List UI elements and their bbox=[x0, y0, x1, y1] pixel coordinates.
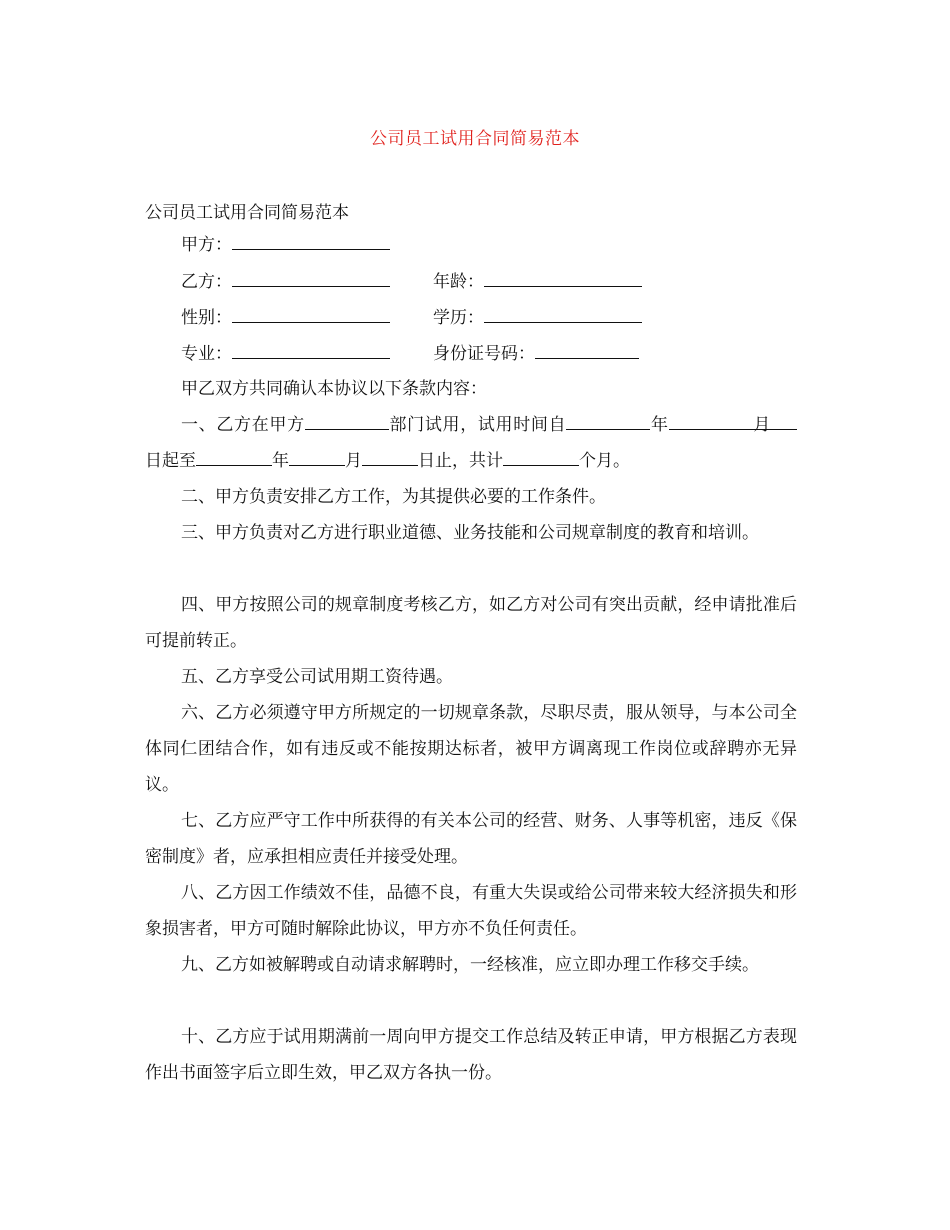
field-id-number-label: 身份证号码： bbox=[433, 344, 535, 364]
party-b-blank bbox=[232, 270, 390, 287]
field-major bbox=[181, 342, 390, 365]
end-month-blank bbox=[289, 449, 345, 466]
clause-10: 十、乙方应于试用期满前一周向甲方提交工作总结及转正申请，甲方根据乙方表现作出书面签字后立即生效，甲乙双方各执一份。 bbox=[145, 1027, 797, 1083]
field-education-label: 学历： bbox=[433, 308, 484, 328]
field-education bbox=[433, 306, 642, 329]
field-gender-label: 性别： bbox=[181, 308, 232, 328]
clause-1-part: 月 bbox=[345, 451, 362, 471]
field-party-a-label: 甲方： bbox=[181, 235, 232, 255]
clause-8: 八、乙方因工作绩效不佳，品德不良，有重大失误或给公司带来较大经济损失和形象损害者，甲方可随时解除此协议，甲方亦不负任何责任。 bbox=[145, 883, 797, 939]
start-day-blank bbox=[735, 413, 797, 430]
id-number-blank bbox=[535, 342, 639, 359]
clause-1-part: 年 bbox=[650, 415, 669, 435]
end-year-blank bbox=[196, 449, 272, 466]
agreement-intro: 甲乙双方共同确认本协议以下条款内容： bbox=[181, 379, 487, 399]
age-blank bbox=[484, 270, 642, 287]
clause-1-part: 日止，共计 bbox=[418, 451, 503, 471]
duration-blank bbox=[503, 449, 579, 466]
clause-5: 五、乙方享受公司试用期工资待遇。 bbox=[181, 667, 453, 687]
clause-7: 七、乙方应严守工作中所获得的有关本公司的经营、财务、人事等机密，违反《保密制度》者，应承担相应责任并接受处理。 bbox=[145, 811, 797, 867]
clause-1-part: 年 bbox=[272, 451, 289, 471]
department-blank bbox=[305, 413, 389, 430]
field-age-label: 年龄： bbox=[433, 272, 484, 292]
start-year-blank bbox=[566, 413, 650, 430]
education-blank bbox=[484, 306, 642, 323]
clause-3: 三、甲方负责对乙方进行职业道德、业务技能和公司规章制度的教育和培训。 bbox=[181, 523, 759, 543]
document-subtitle: 公司员工试用合同简易范本 bbox=[145, 203, 349, 223]
field-id-number bbox=[433, 342, 639, 365]
clause-6: 六、乙方必须遵守甲方所规定的一切规章条款，尽职尽责，服从领导，与本公司全体同仁团结合作，如有违反或不能按期达标者，被甲方调离现工作岗位或辞聘亦无异议。 bbox=[145, 703, 797, 795]
clause-1-part: 部门试用，试用时间自 bbox=[388, 415, 567, 435]
clause-4: 四、甲方按照公司的规章制度考核乙方，如乙方对公司有突出贡献，经申请批准后可提前转正。 bbox=[145, 595, 797, 651]
field-major-label: 专业： bbox=[181, 344, 232, 364]
major-blank bbox=[232, 342, 390, 359]
end-day-blank bbox=[362, 449, 418, 466]
field-party-b-label: 乙方： bbox=[181, 272, 232, 292]
clause-1-part: 月 bbox=[752, 415, 772, 435]
clause-2: 二、甲方负责安排乙方工作，为其提供必要的工作条件。 bbox=[181, 487, 606, 507]
document-title: 公司员工试用合同简易范本 bbox=[370, 129, 580, 149]
clause-1 bbox=[145, 407, 797, 479]
field-party-a bbox=[181, 233, 390, 256]
party-a-blank bbox=[232, 233, 390, 250]
gender-blank bbox=[232, 306, 390, 323]
clause-1-part: 日起至 bbox=[145, 451, 196, 471]
field-gender bbox=[181, 306, 390, 329]
clause-1-part: 个月。 bbox=[579, 451, 630, 471]
field-age bbox=[433, 270, 642, 293]
clause-9: 九、乙方如被解聘或自动请求解聘时，一经核准，应立即办理工作移交手续。 bbox=[181, 955, 759, 975]
field-party-b bbox=[181, 270, 390, 293]
clause-1-part: 一、乙方在甲方 bbox=[181, 415, 305, 435]
